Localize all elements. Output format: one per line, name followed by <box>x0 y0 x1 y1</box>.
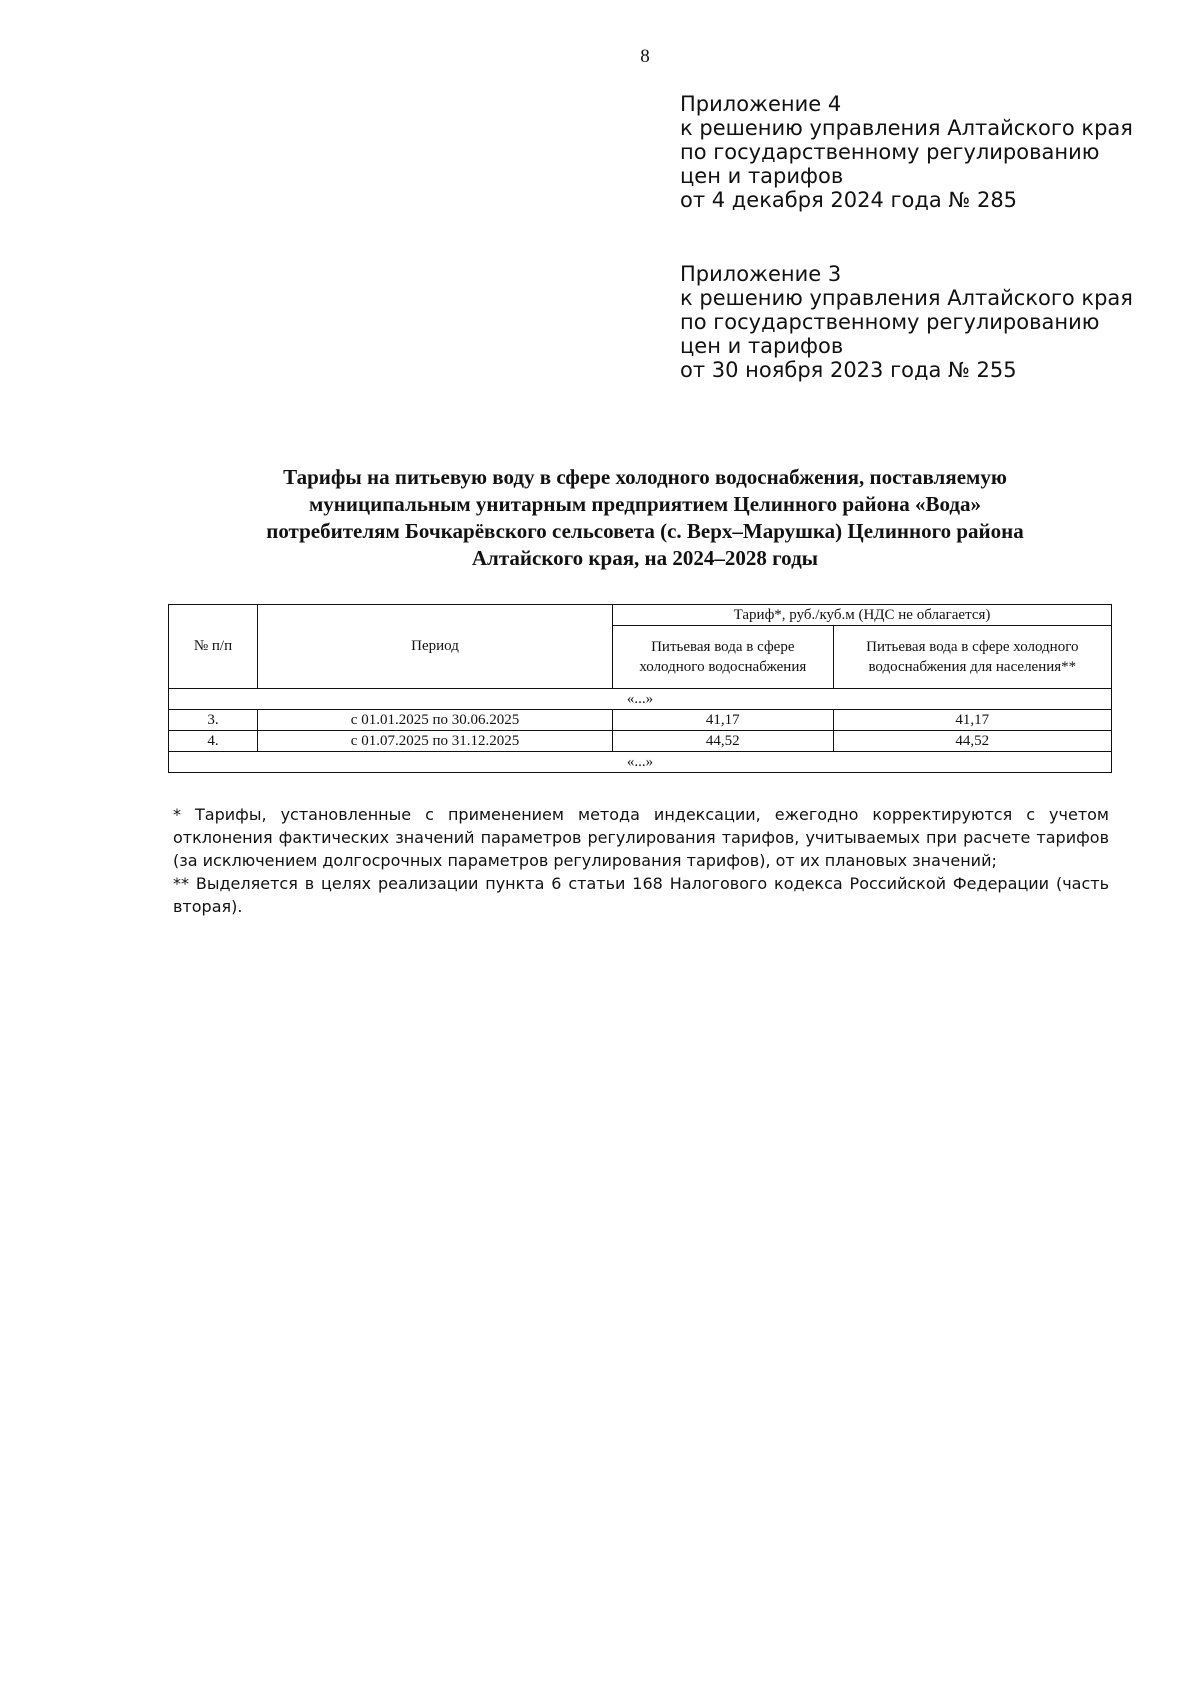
header-tariff-group: Тариф*, руб./куб.м (НДС не облагается) <box>613 605 1112 626</box>
title-line: потребителям Бочкарёвского сельсовета (с. Верх–Марушка) Целинного района <box>266 519 1024 543</box>
header-col-water: Питьевая вода в сфере холодного водоснабжения <box>613 626 834 689</box>
footnotes <box>173 803 1109 918</box>
appendix-4-line: по государственному регулированию <box>680 140 1100 164</box>
appendix-4-line: цен и тарифов <box>680 164 844 188</box>
appendix-3-line: по государственному регулированию <box>680 310 1100 334</box>
document-title <box>180 464 1110 572</box>
appendix-4-line: Приложение 4 <box>680 92 842 116</box>
table-row <box>169 710 1112 731</box>
table-ellipsis-row <box>169 752 1112 773</box>
header-period: Период <box>258 605 613 689</box>
appendix-4-line: от 4 декабря 2024 года № 285 <box>680 188 1018 212</box>
header-num: № п/п <box>169 605 258 689</box>
appendix-3-line: цен и тарифов <box>680 334 844 358</box>
footnote-2: ** Выделяется в целях реализации пункта 6 статьи 168 Налогового кодекса Российской Федерации (часть вторая). <box>173 874 1109 916</box>
cell-num: 4. <box>169 731 258 752</box>
cell-water: 44,52 <box>613 731 834 752</box>
appendix-3-line: от 30 ноября 2023 года № 255 <box>680 358 1017 382</box>
appendix-3-block <box>680 262 1133 382</box>
ellipsis-cell: «...» <box>169 752 1112 773</box>
header-col-population: Питьевая вода в сфере холодного водоснабжения для населения** <box>833 626 1111 689</box>
table-ellipsis-row <box>169 689 1112 710</box>
cell-water: 41,17 <box>613 710 834 731</box>
appendix-4-line: к решению управления Алтайского края <box>680 116 1133 140</box>
table-header-row <box>169 605 1112 626</box>
appendix-3-line: Приложение 3 <box>680 262 842 286</box>
cell-period: с 01.01.2025 по 30.06.2025 <box>258 710 613 731</box>
footnote-1: * Тарифы, установленные с применением метода индексации, ежегодно корректируются с учетом отклонения фактических значений параметров регулирования тарифов, учитываемых при расчете тарифов (за исключением долгосрочных параметров регулирования тарифов), от их плановых значений; <box>173 805 1109 870</box>
title-line: муниципальным унитарным предприятием Целинного района «Вода» <box>308 492 982 516</box>
cell-num: 3. <box>169 710 258 731</box>
title-line: Алтайского края, на 2024–2028 годы <box>471 546 819 570</box>
cell-period: с 01.07.2025 по 31.12.2025 <box>258 731 613 752</box>
cell-population: 44,52 <box>833 731 1111 752</box>
ellipsis-cell: «...» <box>169 689 1112 710</box>
appendix-3-line: к решению управления Алтайского края <box>680 286 1133 310</box>
tariff-table <box>168 604 1112 773</box>
appendix-4-block <box>680 92 1133 212</box>
title-line: Тарифы на питьевую воду в сфере холодного водоснабжения, поставляемую <box>283 465 1007 489</box>
page-number: 8 <box>640 46 650 67</box>
cell-population: 41,17 <box>833 710 1111 731</box>
table-row <box>169 731 1112 752</box>
